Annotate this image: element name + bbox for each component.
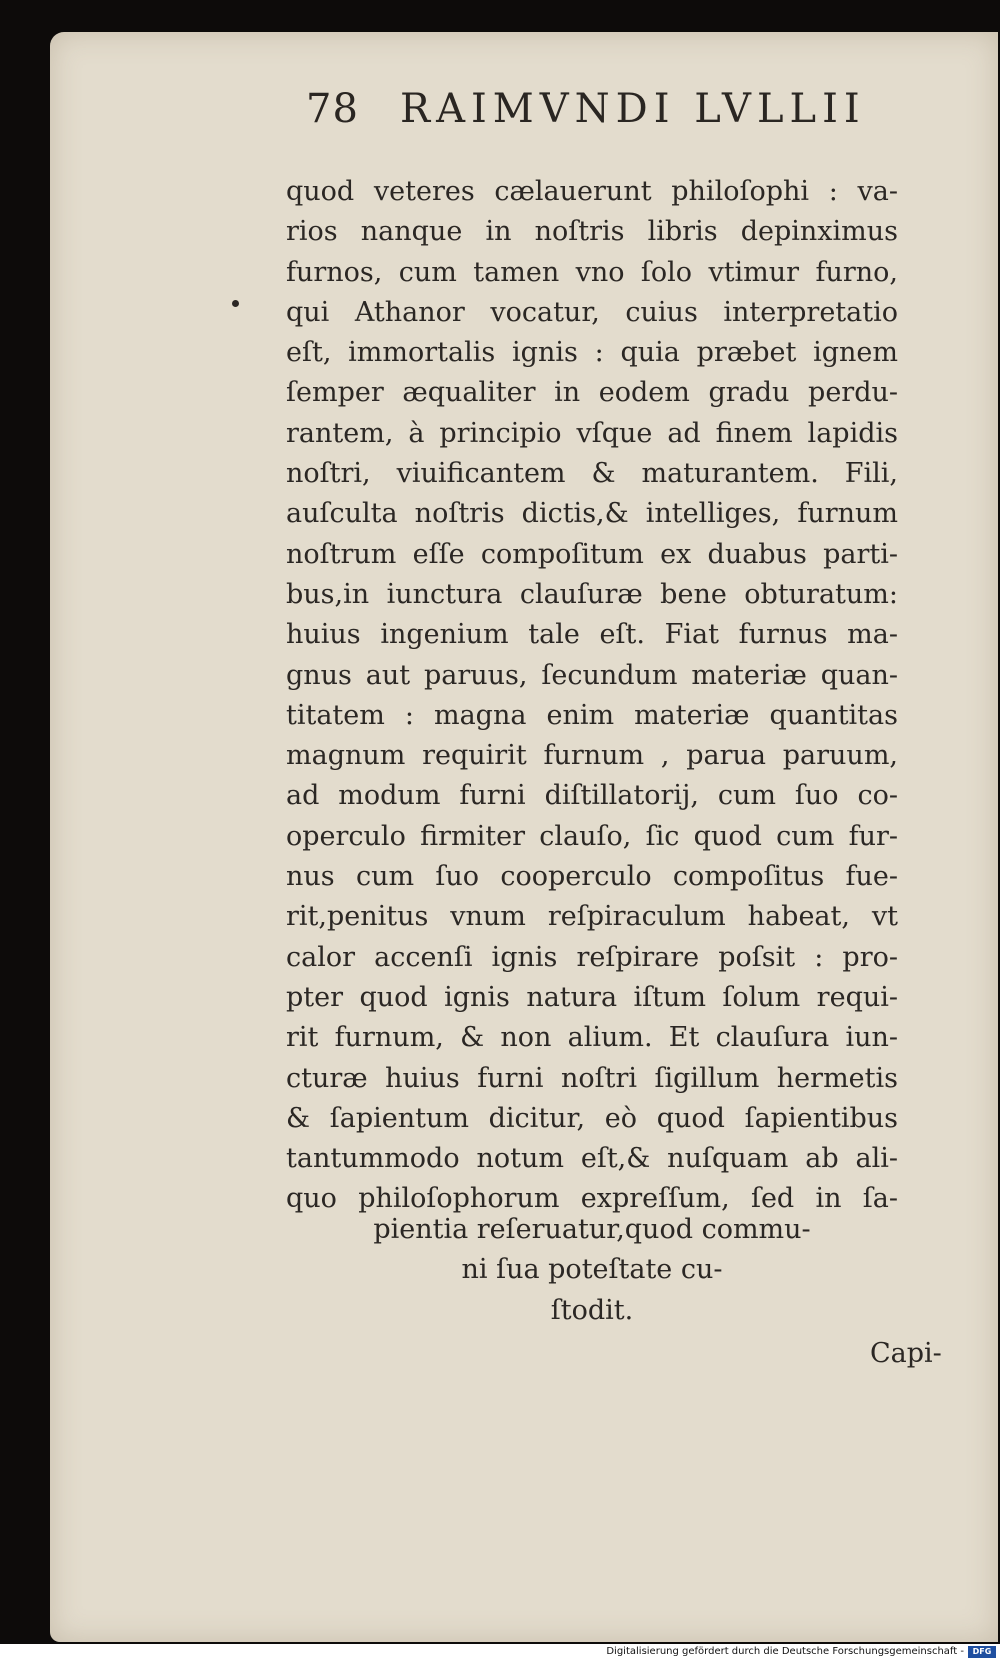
- text-line: operculo firmiter clauſo, ſic quod cum fur-: [286, 820, 898, 852]
- page-header: [250, 86, 890, 156]
- text-line: qui Athanor vocatur, cuius interpretatio: [286, 296, 898, 328]
- text-line: tantummodo notum eſt,& nuſquam ab ali-: [286, 1143, 898, 1175]
- text-line: ad modum furni diſtillatorij, cum ſuo co-: [286, 780, 898, 812]
- dfg-logo-icon: DFG: [968, 1646, 996, 1658]
- text-line: noſtri, viuificantem & maturantem. Fili,: [286, 458, 898, 490]
- closing-lines: [286, 1210, 898, 1331]
- text-line: rit,penitus vnum reſpiraculum habeat, vt: [286, 901, 898, 933]
- catchword: Capi-: [870, 1338, 942, 1369]
- text-line: rios nanque in noſtris libris depinximus: [286, 216, 898, 248]
- text-line: quo philoſophorum expreſſum, ſed in ſa-: [286, 1183, 898, 1215]
- text-line: eſt, immortalis ignis : quia præbet ignem: [286, 337, 898, 369]
- text-line: rit furnum, & non alium. Et clauſura iun-: [286, 1022, 898, 1054]
- text-line: furnos, cum tamen vno ſolo vtimur furno,: [286, 256, 898, 288]
- closing-line: pientia reſeruatur,quod commu-: [373, 1214, 811, 1245]
- text-line: calor accenſi ignis reſpirare poſsit : pro-: [286, 941, 898, 973]
- text-line: bus,in iunctura clauſuræ bene obturatum:: [286, 578, 898, 610]
- text-line: cturæ huius furni noſtri ſigillum hermetis: [286, 1062, 898, 1094]
- running-title: RAIMVNDI LVLLII: [400, 86, 866, 132]
- text-line: & ſapientum dicitur, eò quod ſapientibus: [286, 1102, 898, 1134]
- text-line: noſtrum eſſe compoſitum ex duabus parti-: [286, 538, 898, 570]
- text-line: rantem, à principio vſque ad finem lapidis: [286, 417, 898, 449]
- text-line: magnum requirit furnum , parua paruum,: [286, 740, 898, 772]
- text-line: pter quod ignis natura iſtum ſolum requi-: [286, 981, 898, 1013]
- text-line: gnus aut paruus, ſecundum materiæ quan-: [286, 659, 898, 691]
- text-line: ſemper æqualiter in eodem gradu perdu-: [286, 377, 898, 409]
- text-line: quod veteres cælauerunt philoſophi : va-: [286, 176, 898, 207]
- digitization-footer: [0, 1644, 1000, 1660]
- closing-line: ſtodit.: [550, 1294, 634, 1326]
- text-line: titatem : magna enim materiæ quantitas: [286, 699, 898, 731]
- closing-line: ni ſua poteſtate cu-: [461, 1254, 723, 1286]
- body-text: [286, 172, 898, 1220]
- footer-credit: Digitalisierung gefördert durch die Deutsche Forschungsgemeinschaft -: [606, 1646, 964, 1657]
- margin-mark: [232, 300, 239, 307]
- page-number: 78: [306, 86, 359, 132]
- text-line: auſculta noſtris dictis,& intelliges, furnum: [286, 498, 898, 530]
- text-line: nus cum ſuo cooperculo compoſitus fue-: [286, 861, 898, 893]
- text-line: huius ingenium tale eſt. Fiat furnus ma-: [286, 619, 898, 651]
